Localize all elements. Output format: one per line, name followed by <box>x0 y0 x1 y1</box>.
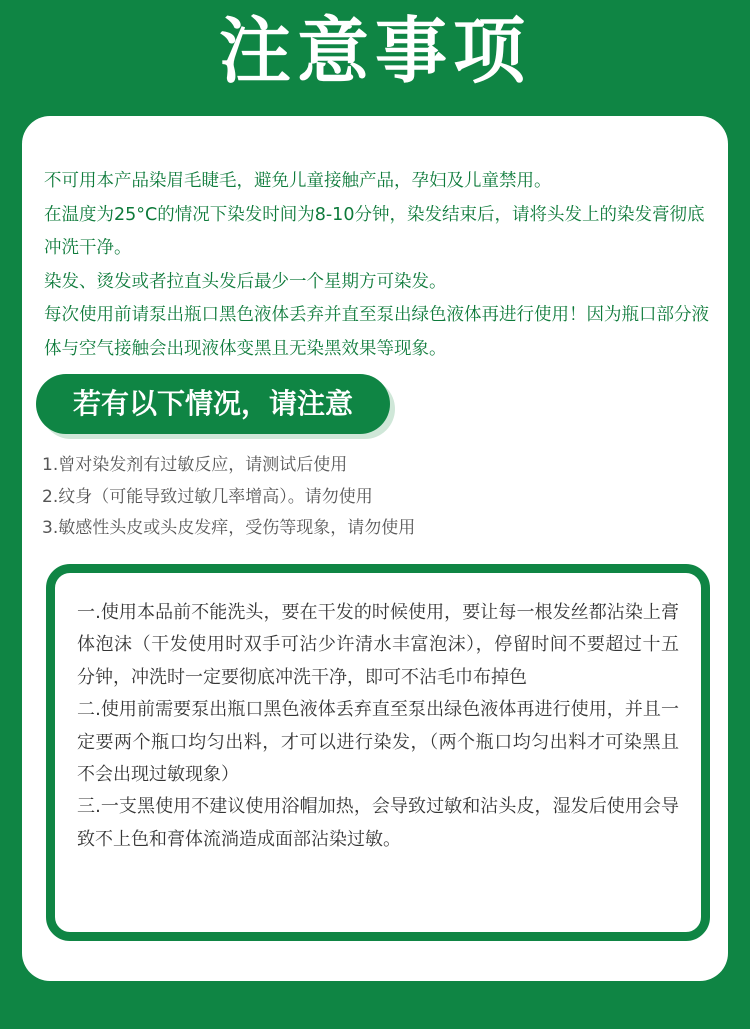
intro-list <box>44 165 714 366</box>
notice-list <box>42 450 702 545</box>
intro-item: 在温度为25°C的情况下染发时间为8-10分钟，染发结束后，请将头发上的染发膏彻底冲洗干净。 <box>44 204 705 258</box>
notice-item: 2.纹身（可能导致过敏几率增高）。请勿使用 <box>42 486 373 507</box>
notice-heading: 若有以下情况，请注意 <box>72 387 353 420</box>
usage-step: 二.使用前需要泵出瓶口黑色液体丢弃直至泵出绿色液体再进行使用，并且一定要两个瓶口均匀出料，才可以进行染发，（两个瓶口均匀出料才可染黑且不会出现过敏现象） <box>77 699 679 786</box>
notice-heading-badge <box>36 374 390 434</box>
usage-step: 三.一支黑使用不建议使用浴帽加热，会导致过敏和沾头皮，湿发后使用会导致不上色和膏体流淌造成面部沾染过敏。 <box>77 796 679 850</box>
intro-item: 每次使用前请泵出瓶口黑色液体丢弃并直至泵出绿色液体再进行使用！因为瓶口部分液体与空气接触会出现液体变黑且无染黑效果等现象。 <box>44 305 709 359</box>
content-card <box>22 116 728 981</box>
notice-item: 1.曾对染发剂有过敏反应，请测试后使用 <box>42 455 348 475</box>
page-title: 注意事项 <box>218 9 531 93</box>
notice-item: 3.敏感性头皮或头皮发痒，受伤等现象，请勿使用 <box>42 518 416 538</box>
usage-step: 一.使用本品前不能洗头，要在干发的时候使用，要让每一根发丝都沾染上膏体泡沫（干发使用时双手可沾少许清水丰富泡沫），停留时间不要超过十五分钟，冲洗时一定要彻底冲洗干净，即可不沾毛巾布掉色 <box>77 602 679 688</box>
usage-steps-list <box>77 597 679 856</box>
intro-item: 不可用本产品染眉毛睫毛，避免儿童接触产品，孕妇及儿童禁用。 <box>44 171 552 191</box>
intro-item: 染发、烫发或者拉直头发后最少一个星期方可染发。 <box>44 271 447 292</box>
usage-instructions-box <box>46 564 710 941</box>
